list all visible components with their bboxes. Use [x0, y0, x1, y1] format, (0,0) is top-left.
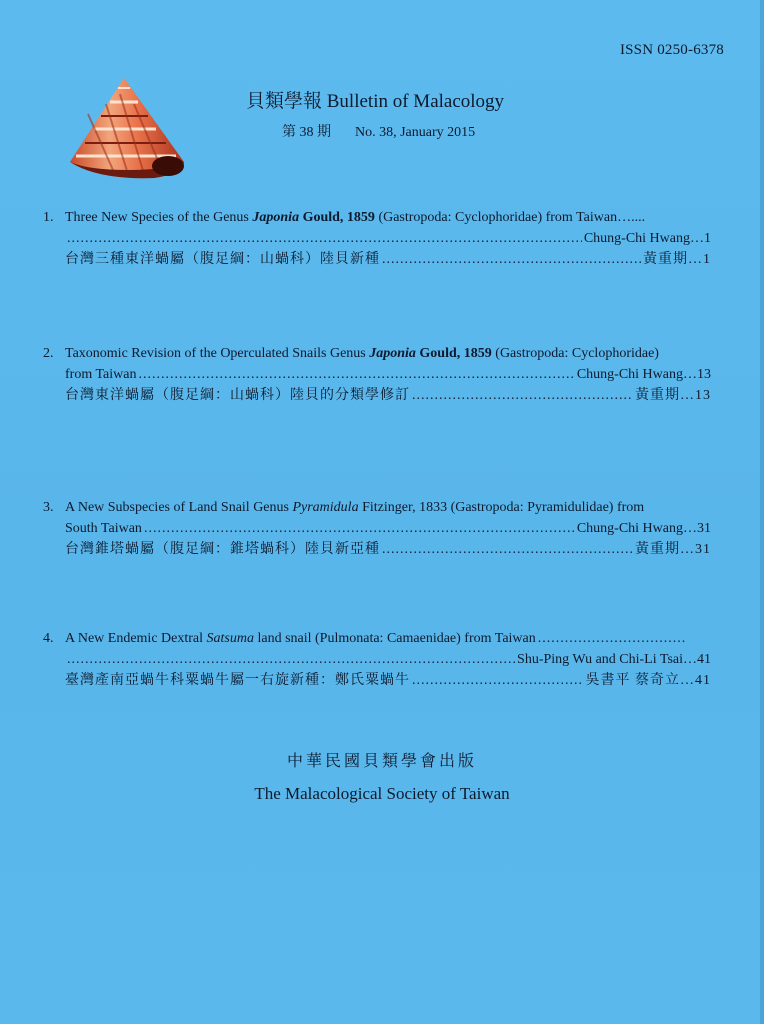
- entry-title-end: (Gastropoda: Cyclophoridae): [491, 346, 659, 361]
- genus-name: Japonia: [252, 210, 300, 225]
- entry-title-end: (Gastropoda: Cyclophoridae) from Taiwan…....: [374, 210, 646, 225]
- author-year: Fitzinger, 1833: [358, 500, 448, 515]
- title-zh: 台灣三種東洋蝸屬（腹足綱：山蝸科）陸貝新種: [65, 252, 380, 267]
- entry-number: 2.: [43, 346, 54, 361]
- page-number: 31: [697, 521, 711, 536]
- genus-name: Satsuma: [206, 631, 254, 646]
- page-number: 1: [704, 231, 711, 246]
- page-number-zh: 13: [695, 388, 711, 403]
- author-en: Chung-Chi Hwang…: [576, 521, 697, 536]
- entry-number: 3.: [43, 500, 54, 515]
- title-zh: 臺灣產南亞蝸牛科粟蝸牛屬一右旋新種：鄭氏粟蝸牛: [65, 673, 410, 688]
- page-edge: [760, 0, 764, 1024]
- page-number-zh: 41: [695, 673, 711, 688]
- author-year: Gould, 1859: [299, 210, 375, 225]
- entry-title-end: land snail (Pulmonata: Camaenidae) from Taiwan: [253, 631, 536, 646]
- entry-title-start: A New Endemic Dextral: [65, 631, 207, 646]
- author-en: Shu-Ping Wu and Chi-Li Tsai…: [517, 652, 697, 667]
- genus-name: Pyramidula: [292, 500, 359, 515]
- entry-title-continued: from Taiwan: [65, 367, 137, 382]
- page-number: 13: [697, 367, 711, 382]
- title-zh: 台灣錐塔蝸屬（腹足綱：錐塔蝸科）陸貝新亞種: [65, 542, 380, 557]
- entry-title-end: (Gastropoda: Pyramidulidae) from: [447, 500, 645, 515]
- entry-title-start: Taxonomic Revision of the Operculated Snails Genus: [65, 346, 370, 361]
- author-en: Chung-Chi Hwang…: [576, 367, 697, 382]
- toc-entry-1: [43, 207, 723, 270]
- toc-entry-3: [43, 497, 723, 560]
- publisher-en: The Malacological Society of Taiwan: [254, 784, 510, 803]
- volume-zh: 第 38 期: [282, 125, 331, 140]
- journal-title: 貝類學報 Bulletin of Malacology: [246, 91, 505, 112]
- author-year: Gould, 1859: [415, 346, 492, 361]
- entry-number: 1.: [43, 210, 54, 225]
- entry-number: 4.: [43, 631, 54, 646]
- toc-entry-4: [43, 628, 723, 691]
- author-zh: 吳書平 蔡奇立…: [585, 673, 695, 688]
- title-zh: 台灣東洋蝸屬（腹足綱：山蝸科）陸貝的分類學修訂: [65, 388, 410, 403]
- publisher-zh: 中華民國貝類學會出版: [286, 753, 477, 770]
- entry-title-start: Three New Species of the Genus: [65, 210, 253, 225]
- author-zh: 黃重期…: [635, 542, 695, 557]
- author-en: Chung-Chi Hwang…: [583, 231, 704, 246]
- volume-en: No. 38, January 2015: [355, 125, 476, 140]
- author-zh: 黃重期…: [643, 252, 703, 267]
- genus-name: Japonia: [369, 346, 416, 361]
- page-number: 41: [697, 652, 711, 667]
- page-number-zh: 31: [695, 542, 711, 557]
- toc-entry-2: [43, 343, 723, 406]
- issn-number: ISSN 0250-6378: [619, 42, 724, 58]
- entry-title-start: A New Subspecies of Land Snail Genus: [65, 500, 293, 515]
- author-zh: 黃重期…: [635, 388, 695, 403]
- entry-title-continued: South Taiwan: [65, 521, 142, 536]
- page-number-zh: 1: [703, 252, 711, 267]
